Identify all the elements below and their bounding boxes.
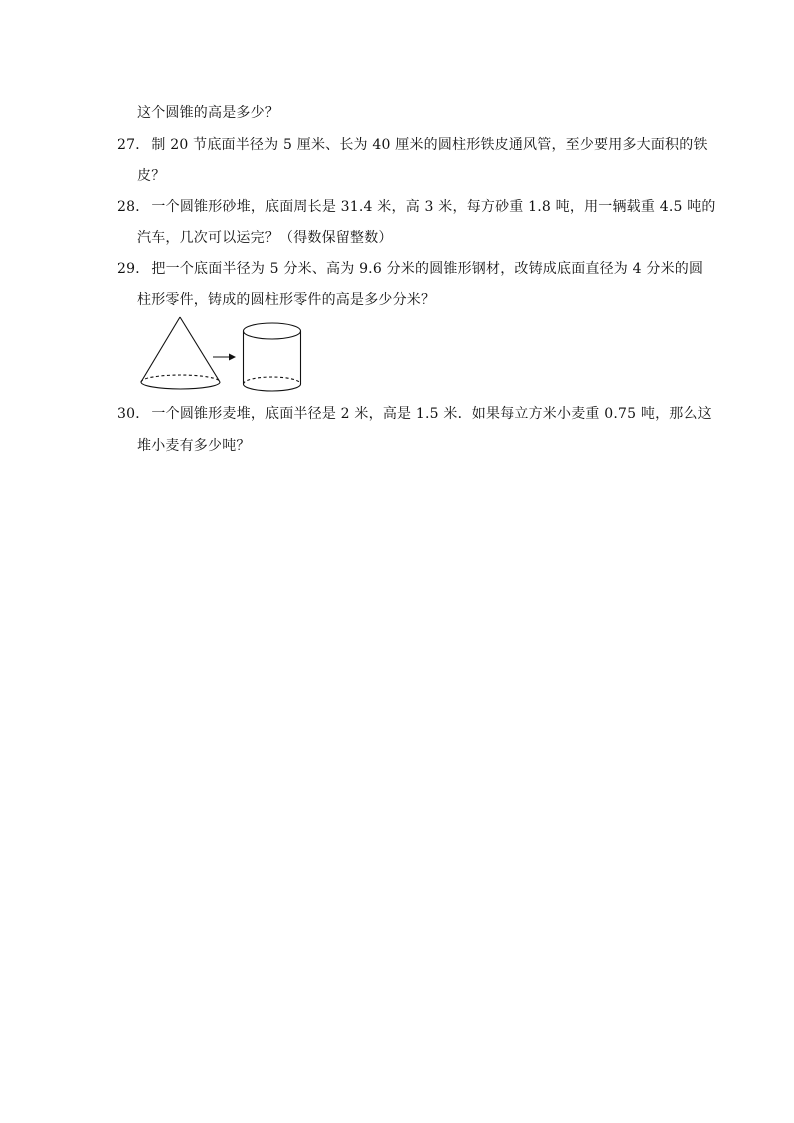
- arrow-head: [229, 354, 236, 361]
- problem-27-text-1: 制 20 节底面半径为 5 厘米、长为 40 厘米的圆柱形铁皮通风管，至少要用多大面积的铁: [151, 137, 708, 153]
- cylinder-shape: [244, 323, 301, 391]
- problem-26-continuation: [137, 103, 279, 123]
- cylinder-base-back: [244, 377, 301, 384]
- problem-28-text-2: 汽车，几次可以运完？（得数保留整数）: [137, 230, 393, 246]
- problem-29-text-1: 把一个底面半径为 5 分米、高为 9.6 分米的圆锥形钢材，改铸成底面直径为 4 分米的圆: [151, 261, 704, 277]
- cone-right-edge: [180, 317, 220, 382]
- problem-28-text-1: 一个圆锥形砂堆，底面周长是 31.4 米，高 3 米，每方砂重 1.8 吨，用一辆载重 4.5 吨的: [151, 199, 716, 215]
- cone-base-back: [141, 375, 220, 382]
- cone-shape: [141, 317, 220, 389]
- cone-left-edge: [141, 317, 180, 382]
- cone-base-front: [141, 382, 220, 389]
- problem-30-text-1: 一个圆锥形麦堆，底面半径是 2 米，高是 1.5 米．如果每立方米小麦重 0.75 吨，那么这: [151, 406, 712, 422]
- problem-27-number: 27．: [117, 137, 150, 153]
- arrow: [213, 354, 236, 361]
- problem-28-line-1: [117, 197, 716, 217]
- cylinder-top: [244, 323, 301, 339]
- problem-26-text: 这个圆锥的高是多少？: [137, 105, 279, 121]
- problem-28-line-2: [137, 228, 393, 248]
- problem-29-line-1: [117, 259, 703, 279]
- problem-27-line-2: [137, 166, 165, 186]
- problem-29-text-2: 柱形零件，铸成的圆柱形零件的高是多少分米？: [137, 292, 436, 308]
- problem-30-line-1: [117, 404, 712, 424]
- problem-29-number: 29．: [117, 261, 150, 277]
- problem-30-line-2: [137, 436, 251, 456]
- problem-28-number: 28．: [117, 199, 150, 215]
- cone-to-cylinder-figure: [135, 313, 315, 397]
- problem-27-line-1: [117, 135, 708, 155]
- problem-29-line-2: [137, 290, 435, 310]
- problem-27-text-2: 皮？: [137, 168, 166, 184]
- problem-30-text-2: 堆小麦有多少吨？: [137, 438, 251, 454]
- cylinder-base-front: [244, 384, 301, 391]
- problem-30-number: 30．: [117, 406, 150, 422]
